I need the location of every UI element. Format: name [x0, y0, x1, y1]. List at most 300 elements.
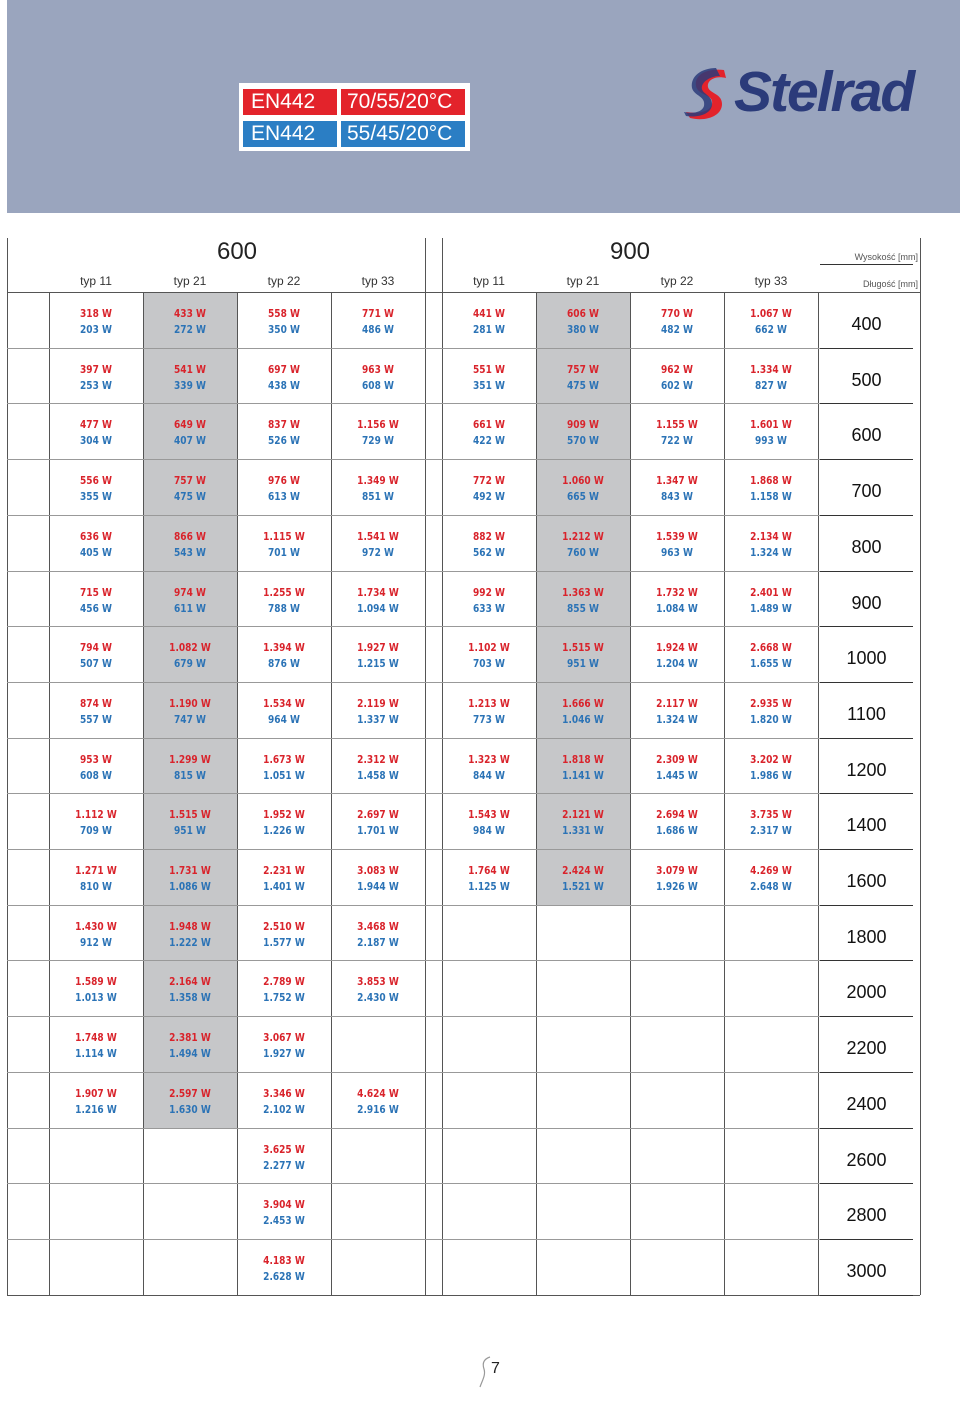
output-55-45: 608 W — [80, 768, 112, 782]
row-divider — [7, 738, 820, 739]
output-70-55: 606 W — [567, 307, 599, 320]
output-cell — [638, 306, 715, 338]
output-70-55: 2.117 W — [656, 696, 698, 710]
grid-line-vertical — [425, 238, 426, 292]
row-divider — [7, 626, 820, 627]
output-cell — [638, 696, 715, 728]
output-cell — [245, 1142, 322, 1174]
output-55-45: 633 W — [473, 601, 505, 615]
output-70-55: 1.601 W — [750, 418, 792, 432]
output-55-45: 1.094 W — [357, 601, 399, 615]
output-cell — [732, 752, 809, 784]
row-divider — [7, 682, 820, 683]
output-70-55: 874 W — [80, 696, 112, 710]
output-70-55: 1.907 W — [75, 1086, 117, 1100]
output-55-45: 351 W — [473, 378, 505, 392]
table-bottom-border — [7, 1295, 920, 1296]
output-70-55: 992 W — [473, 585, 505, 599]
length-divider — [820, 1183, 913, 1184]
length-value: 2800 — [846, 1205, 887, 1226]
grid-line-vertical — [442, 238, 443, 1295]
output-55-45: 662 W — [755, 323, 787, 336]
output-70-55: 953 W — [80, 752, 112, 766]
output-55-45: 608 W — [362, 378, 394, 392]
output-cell — [450, 752, 527, 784]
output-70-55: 715 W — [80, 585, 112, 599]
output-cell — [638, 362, 715, 394]
output-cell — [245, 974, 322, 1006]
output-70-55: 2.119 W — [357, 696, 399, 710]
output-cell — [544, 640, 621, 672]
output-cell — [57, 362, 134, 394]
length-divider — [820, 849, 913, 850]
output-55-45: 611 W — [174, 601, 206, 615]
row-divider — [7, 960, 820, 961]
output-cell — [339, 863, 416, 895]
output-cell — [544, 585, 621, 617]
output-cell — [450, 362, 527, 394]
output-70-55: 974 W — [174, 585, 206, 599]
output-cell — [339, 1086, 416, 1118]
output-cell — [732, 585, 809, 617]
output-cell — [450, 863, 527, 895]
row-divider — [7, 849, 820, 850]
output-55-45: 1.324 W — [656, 712, 698, 726]
grid-line-vertical — [425, 238, 426, 1295]
output-70-55: 1.213 W — [468, 696, 510, 710]
output-70-55: 1.731 W — [169, 864, 211, 877]
output-55-45: 482 W — [661, 323, 693, 336]
output-55-45: 1.494 W — [169, 1047, 211, 1061]
output-cell — [57, 1030, 134, 1062]
output-70-55: 1.673 W — [263, 752, 305, 766]
length-divider — [820, 793, 913, 794]
row-divider — [7, 348, 820, 349]
output-70-55: 3.079 W — [656, 864, 698, 877]
output-55-45: 2.317 W — [750, 824, 792, 838]
output-70-55: 2.668 W — [750, 641, 792, 655]
output-55-45: 972 W — [362, 545, 394, 559]
length-divider — [820, 682, 913, 683]
output-70-55: 1.539 W — [656, 529, 698, 543]
output-55-45: 1.358 W — [169, 991, 211, 1005]
output-cell — [245, 362, 322, 394]
output-70-55: 771 W — [362, 307, 394, 320]
output-cell — [151, 807, 228, 839]
length-divider — [820, 1295, 913, 1296]
output-55-45: 602 W — [661, 378, 693, 392]
output-55-45: 2.648 W — [750, 880, 792, 893]
output-55-45: 1.046 W — [562, 712, 604, 726]
output-70-55: 2.401 W — [750, 585, 792, 599]
output-55-45: 438 W — [268, 378, 300, 392]
type-header: typ 21 — [566, 274, 600, 288]
length-value: 600 — [851, 425, 882, 446]
output-70-55: 1.748 W — [75, 1031, 117, 1045]
output-cell — [151, 585, 228, 617]
output-70-55: 1.067 W — [750, 307, 792, 320]
output-70-55: 2.935 W — [750, 696, 792, 710]
length-divider — [820, 348, 913, 349]
output-cell — [450, 640, 527, 672]
output-70-55: 1.430 W — [75, 919, 117, 933]
output-55-45: 1.401 W — [263, 880, 305, 893]
output-70-55: 1.102 W — [468, 641, 510, 655]
output-55-45: 350 W — [268, 323, 300, 336]
length-value: 1200 — [846, 759, 887, 780]
output-55-45: 456 W — [80, 601, 112, 615]
output-55-45: 1.630 W — [169, 1102, 211, 1116]
row-divider — [7, 1072, 820, 1073]
output-55-45: 486 W — [362, 323, 394, 336]
output-55-45: 1.086 W — [169, 880, 211, 893]
output-55-45: 703 W — [473, 657, 505, 671]
output-70-55: 2.134 W — [750, 529, 792, 543]
output-cell — [732, 640, 809, 672]
length-divider — [820, 905, 913, 906]
output-cell — [151, 863, 228, 895]
group-height-header: 900 — [609, 238, 651, 265]
output-55-45: 843 W — [661, 490, 693, 504]
output-55-45: 1.686 W — [656, 824, 698, 838]
output-55-45: 964 W — [268, 712, 300, 726]
output-cell — [339, 640, 416, 672]
output-70-55: 1.868 W — [750, 474, 792, 488]
output-cell — [544, 306, 621, 338]
length-value: 900 — [851, 592, 882, 613]
output-55-45: 557 W — [80, 712, 112, 726]
standard-row-2 — [243, 121, 467, 147]
output-55-45: 729 W — [362, 434, 394, 448]
output-70-55: 1.927 W — [357, 641, 399, 655]
output-70-55: 318 W — [80, 307, 112, 320]
output-cell — [339, 585, 416, 617]
output-cell — [245, 863, 322, 895]
output-55-45: 1.820 W — [750, 712, 792, 726]
output-70-55: 1.255 W — [263, 585, 305, 599]
output-55-45: 272 W — [174, 323, 206, 336]
output-70-55: 1.334 W — [750, 362, 792, 376]
output-70-55: 1.212 W — [562, 529, 604, 543]
output-70-55: 1.115 W — [263, 529, 305, 543]
output-70-55: 962 W — [661, 362, 693, 376]
output-70-55: 1.515 W — [169, 808, 211, 822]
row-divider — [7, 905, 820, 906]
output-cell — [544, 696, 621, 728]
output-cell — [450, 696, 527, 728]
length-value: 800 — [851, 536, 882, 557]
output-cell — [638, 863, 715, 895]
length-divider — [820, 1016, 913, 1017]
output-55-45: 422 W — [473, 434, 505, 448]
output-55-45: 507 W — [80, 657, 112, 671]
output-55-45: 1.215 W — [357, 657, 399, 671]
header-label-divider — [820, 264, 913, 265]
length-divider — [820, 1072, 913, 1073]
output-55-45: 912 W — [80, 935, 112, 949]
output-cell — [151, 974, 228, 1006]
output-cell — [544, 807, 621, 839]
output-cell — [151, 919, 228, 951]
output-70-55: 2.231 W — [263, 864, 305, 877]
output-70-55: 3.083 W — [357, 864, 399, 877]
output-55-45: 1.158 W — [750, 490, 792, 504]
output-55-45: 709 W — [80, 824, 112, 838]
output-cell — [450, 585, 527, 617]
output-70-55: 2.312 W — [357, 752, 399, 766]
output-cell — [151, 696, 228, 728]
output-55-45: 492 W — [473, 490, 505, 504]
output-cell — [245, 417, 322, 449]
output-cell — [245, 640, 322, 672]
length-value: 1400 — [846, 815, 887, 836]
output-70-55: 1.082 W — [169, 641, 211, 655]
output-70-55: 1.666 W — [562, 696, 604, 710]
output-55-45: 951 W — [567, 657, 599, 671]
output-70-55: 1.155 W — [656, 418, 698, 432]
output-cell — [544, 473, 621, 505]
output-55-45: 1.701 W — [357, 824, 399, 838]
output-55-45: 380 W — [567, 323, 599, 336]
output-70-55: 3.067 W — [263, 1031, 305, 1045]
output-cell — [151, 1030, 228, 1062]
output-cell — [638, 585, 715, 617]
output-cell — [732, 696, 809, 728]
output-55-45: 810 W — [80, 880, 112, 893]
group-height-header: 600 — [216, 238, 258, 265]
row-divider — [7, 1128, 820, 1129]
output-55-45: 855 W — [567, 601, 599, 615]
output-55-45: 1.752 W — [263, 991, 305, 1005]
output-55-45: 203 W — [80, 323, 112, 336]
output-cell — [57, 417, 134, 449]
output-70-55: 697 W — [268, 362, 300, 376]
output-70-55: 4.624 W — [357, 1086, 399, 1100]
output-55-45: 993 W — [755, 434, 787, 448]
output-55-45: 1.013 W — [75, 991, 117, 1005]
type-header: typ 22 — [267, 274, 301, 288]
output-55-45: 747 W — [174, 712, 206, 726]
length-value: 2600 — [846, 1149, 887, 1170]
output-cell — [57, 863, 134, 895]
length-value: 400 — [851, 314, 882, 334]
output-55-45: 1.226 W — [263, 824, 305, 838]
length-value: 500 — [851, 369, 882, 390]
length-divider — [820, 1239, 913, 1240]
output-cell — [339, 362, 416, 394]
output-55-45: 1.051 W — [263, 768, 305, 782]
output-55-45: 2.187 W — [357, 935, 399, 949]
type-header: typ 21 — [173, 274, 207, 288]
row-divider — [7, 403, 820, 404]
output-55-45: 1.204 W — [656, 657, 698, 671]
output-cell — [339, 974, 416, 1006]
output-cell — [638, 752, 715, 784]
output-70-55: 1.394 W — [263, 641, 305, 655]
output-cell — [57, 529, 134, 561]
output-cell — [732, 529, 809, 561]
output-55-45: 2.453 W — [263, 1214, 305, 1228]
output-70-55: 3.853 W — [357, 975, 399, 989]
output-55-45: 281 W — [473, 323, 505, 336]
output-55-45: 963 W — [661, 545, 693, 559]
output-55-45: 1.222 W — [169, 935, 211, 949]
output-70-55: 1.732 W — [656, 585, 698, 599]
output-cell — [450, 473, 527, 505]
output-70-55: 649 W — [174, 418, 206, 432]
row-divider — [7, 515, 820, 516]
output-70-55: 1.924 W — [656, 641, 698, 655]
output-55-45: 2.628 W — [263, 1269, 305, 1283]
output-55-45: 1.986 W — [750, 768, 792, 782]
type-header: typ 33 — [361, 274, 395, 288]
output-70-55: 2.381 W — [169, 1031, 211, 1045]
type-header: typ 33 — [754, 274, 788, 288]
output-70-55: 1.543 W — [468, 808, 510, 822]
standard-row-1 — [243, 89, 467, 115]
output-70-55: 2.121 W — [562, 808, 604, 822]
output-70-55: 1.764 W — [468, 864, 510, 877]
output-70-55: 1.534 W — [263, 696, 305, 710]
output-55-45: 1.944 W — [357, 880, 399, 893]
output-55-45: 1.216 W — [75, 1102, 117, 1116]
type-header: typ 11 — [473, 274, 505, 288]
brand-logo — [684, 62, 944, 122]
output-cell — [339, 417, 416, 449]
output-55-45: 788 W — [268, 601, 300, 615]
output-70-55: 1.190 W — [169, 696, 211, 710]
output-cell — [732, 473, 809, 505]
output-cell — [57, 473, 134, 505]
output-70-55: 1.515 W — [562, 641, 604, 655]
output-cell — [245, 1253, 322, 1285]
row-divider — [7, 459, 820, 460]
output-70-55: 976 W — [268, 474, 300, 488]
output-70-55: 882 W — [473, 529, 505, 543]
length-divider — [820, 459, 913, 460]
output-70-55: 1.952 W — [263, 808, 305, 822]
grid-line-vertical — [920, 238, 921, 1295]
standard-value: 55/45/20°C — [341, 121, 465, 147]
output-55-45: 679 W — [174, 657, 206, 671]
output-70-55: 866 W — [174, 529, 206, 543]
standard-label: EN442 — [243, 121, 337, 147]
output-cell — [638, 807, 715, 839]
output-cell — [245, 473, 322, 505]
output-70-55: 2.597 W — [169, 1086, 211, 1100]
standard-label: EN442 — [243, 89, 337, 115]
output-55-45: 665 W — [567, 490, 599, 504]
output-70-55: 541 W — [174, 362, 206, 376]
output-cell — [732, 863, 809, 895]
output-cell — [544, 529, 621, 561]
output-70-55: 1.271 W — [75, 864, 117, 877]
output-cell — [245, 752, 322, 784]
output-55-45: 876 W — [268, 657, 300, 671]
height-unit-label: Wysokość [mm] — [854, 252, 918, 262]
output-55-45: 2.916 W — [357, 1102, 399, 1116]
standards-box — [239, 83, 470, 151]
length-value: 1100 — [847, 703, 886, 724]
output-70-55: 3.735 W — [750, 808, 792, 822]
type-header: typ 11 — [80, 274, 112, 288]
output-55-45: 355 W — [80, 490, 112, 504]
brand-name: Stelrad — [734, 60, 914, 124]
output-55-45: 815 W — [174, 768, 206, 782]
output-70-55: 3.625 W — [263, 1142, 305, 1156]
output-55-45: 1.337 W — [357, 712, 399, 726]
output-55-45: 1.084 W — [656, 601, 698, 615]
output-cell — [638, 417, 715, 449]
output-cell — [544, 417, 621, 449]
length-value: 1000 — [846, 648, 887, 669]
output-cell — [544, 752, 621, 784]
output-cell — [151, 362, 228, 394]
output-55-45: 613 W — [268, 490, 300, 504]
output-cell — [450, 529, 527, 561]
output-55-45: 253 W — [80, 378, 112, 392]
output-70-55: 963 W — [362, 362, 394, 376]
grid-line-vertical — [7, 238, 8, 1295]
output-cell — [245, 585, 322, 617]
output-70-55: 909 W — [567, 418, 599, 432]
length-value: 3000 — [846, 1260, 887, 1281]
row-divider — [7, 793, 820, 794]
output-55-45: 2.102 W — [263, 1102, 305, 1116]
output-cell — [245, 919, 322, 951]
output-cell — [245, 529, 322, 561]
output-cell — [151, 1086, 228, 1118]
output-cell — [151, 752, 228, 784]
output-70-55: 1.323 W — [468, 752, 510, 766]
output-70-55: 433 W — [174, 307, 206, 320]
output-cell — [245, 1030, 322, 1062]
output-cell — [57, 807, 134, 839]
output-cell — [732, 362, 809, 394]
output-55-45: 827 W — [755, 378, 787, 392]
output-70-55: 2.424 W — [562, 864, 604, 877]
stelrad-s-icon — [684, 66, 730, 122]
output-cell — [732, 306, 809, 338]
output-cell — [450, 306, 527, 338]
output-70-55: 1.112 W — [75, 808, 117, 822]
output-55-45: 1.577 W — [263, 935, 305, 949]
output-cell — [57, 919, 134, 951]
output-cell — [57, 752, 134, 784]
output-55-45: 1.114 W — [75, 1047, 117, 1061]
output-cell — [151, 640, 228, 672]
output-70-55: 3.468 W — [357, 919, 399, 933]
output-cell — [245, 1197, 322, 1229]
output-70-55: 3.904 W — [263, 1198, 305, 1212]
output-55-45: 701 W — [268, 545, 300, 559]
output-55-45: 475 W — [567, 378, 599, 392]
length-value: 1600 — [846, 871, 887, 891]
output-cell — [57, 585, 134, 617]
page-number: 7 — [491, 1360, 500, 1377]
length-divider — [820, 738, 913, 739]
output-70-55: 2.164 W — [169, 975, 211, 989]
output-55-45: 526 W — [268, 434, 300, 448]
output-55-45: 851 W — [362, 490, 394, 504]
output-70-55: 772 W — [473, 474, 505, 488]
output-cell — [732, 417, 809, 449]
output-70-55: 558 W — [268, 307, 300, 320]
output-70-55: 1.818 W — [562, 752, 604, 766]
output-55-45: 475 W — [174, 490, 206, 504]
output-55-45: 1.927 W — [263, 1047, 305, 1061]
output-cell — [245, 306, 322, 338]
